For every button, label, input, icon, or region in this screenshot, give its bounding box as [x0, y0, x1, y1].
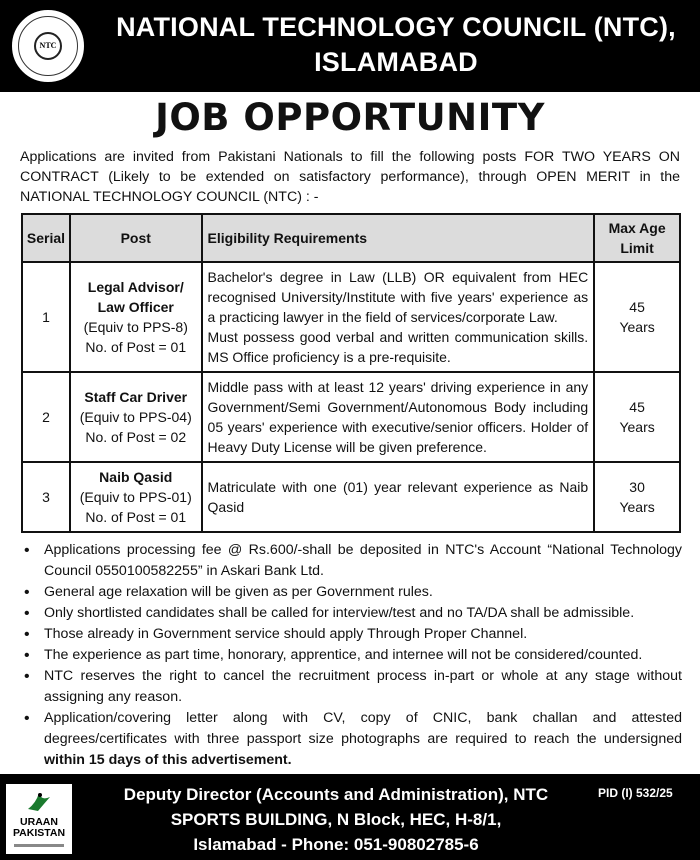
bird-icon [26, 789, 52, 813]
post-title: Legal Advisor/ [87, 279, 184, 295]
list-item: • Only shortlisted candidates shall be called for interview/test and no TA/DA shall be admissible. [22, 603, 682, 624]
uraan-word: URAAN [20, 816, 58, 828]
post-equiv: (Equiv to PPS-04) [79, 409, 192, 425]
posts-table [21, 213, 681, 533]
list-item: • Those already in Government service should apply Through Proper Channel. [22, 624, 682, 645]
row-eligibility [202, 462, 595, 532]
list-item-text: Application/covering letter along with CV, copy of CNIC, bank challan and attested degrees/certificates with three passport size photographs are required to reach the undersigned [44, 710, 682, 747]
table-row [22, 372, 680, 462]
address-line-2: SPORTS BUILDING, N Block, HEC, H-8/1, [170, 810, 502, 829]
age-value: 45 [629, 299, 645, 315]
post-equiv: (Equiv to PPS-8) [83, 319, 188, 335]
terms-list [22, 540, 682, 771]
header-eligibility: Eligibility Requirements [202, 214, 595, 262]
header-post: Post [70, 214, 202, 262]
header-serial: Serial [22, 214, 70, 262]
post-count: No. of Post = 02 [85, 429, 187, 445]
table-row [22, 462, 680, 532]
row-serial: 3 [22, 462, 70, 532]
contact-address [120, 782, 552, 857]
address-line-1: Deputy Director (Accounts and Administration), NTC [123, 785, 549, 804]
post-title: Staff Car Driver [84, 389, 188, 405]
row-serial: 2 [22, 372, 70, 462]
age-value: 45 [629, 399, 645, 415]
footer-banner [0, 774, 700, 860]
row-serial: 1 [22, 262, 70, 372]
post-count: No. of Post = 01 [85, 339, 187, 355]
table-row [22, 262, 680, 372]
pakistan-word: PAKISTAN [12, 827, 66, 839]
uraan-text [6, 817, 72, 839]
deadline-text: within 15 days of this advertisement. [44, 752, 292, 768]
row-age [594, 462, 680, 532]
title-line-2: ISLAMABAD [314, 47, 478, 77]
row-post [70, 462, 202, 532]
address-line-3: Islamabad - Phone: 051-90802785-6 [193, 835, 479, 854]
post-equiv: (Equiv to PPS-01) [79, 489, 192, 505]
pid-number: PID (I) 532/25 [598, 786, 673, 800]
list-item: • The experience as part time, honorary, apprentice, and internee will not be considered/counted. [22, 645, 682, 666]
age-unit: Years [619, 499, 655, 515]
organization-title [98, 10, 694, 80]
row-eligibility [202, 262, 595, 372]
list-item [22, 708, 682, 771]
row-post [70, 372, 202, 462]
intro-paragraph: Applications are invited from Pakistani Nationals to fill the following posts FOR TWO YEARS ON CONTRACT (Likely to be extended on satisfactory performance), through OPEN MERIT in the NATIONAL TECHNOLOGY COUNCIL (NTC) : - [20, 149, 680, 205]
eligibility-text: Bachelor's degree in Law (LLB) OR equivalent from HEC recognised University/Institute with five years' experience as a practicing lawyer in the field of services/corporate Law. [207, 269, 589, 325]
age-value: 30 [629, 479, 645, 495]
post-title: Naib Qasid [99, 469, 173, 485]
row-post [70, 262, 202, 372]
age-unit: Years [619, 319, 655, 335]
list-item: • General age relaxation will be given as per Government rules. [22, 582, 682, 603]
list-item: • NTC reserves the right to cancel the recruitment process in-part or whole at any stage without assigning any reason. [22, 666, 682, 708]
row-eligibility [202, 372, 595, 462]
eligibility-text: Middle pass with at least 12 years' driving experience in any Government/Semi Government/Autonomous Body including 05 years' experience with executive/senior officers. Holder of Heavy Duty License will be given preference. [207, 379, 589, 455]
header-banner [0, 0, 700, 92]
page-heading: JOB OPPORTUNITY [155, 96, 545, 139]
eligibility-text: Matriculate with one (01) year relevant experience as Naib Qasid [207, 479, 589, 515]
ntc-logo [10, 8, 86, 84]
urdu-tagline-mark [14, 844, 64, 847]
title-line-1: NATIONAL TECHNOLOGY COUNCIL (NTC), [116, 12, 676, 42]
post-title-cont: Law Officer [97, 299, 174, 315]
uraan-pakistan-logo [6, 784, 72, 854]
logo-monogram: NTC [34, 32, 62, 60]
list-item: • Applications processing fee @ Rs.600/-shall be deposited in NTC's Account “National Technology Council 0550100582255” in Askari Bank Ltd. [22, 540, 682, 582]
row-age [594, 262, 680, 372]
table-header-row [22, 214, 680, 262]
eligibility-text-2: Must possess good verbal and written communication skills. MS Office proficiency is a pre-requisite. [207, 329, 589, 365]
header-age: Max Age Limit [594, 214, 680, 262]
row-age [594, 372, 680, 462]
age-unit: Years [619, 419, 655, 435]
post-count: No. of Post = 01 [85, 509, 187, 525]
